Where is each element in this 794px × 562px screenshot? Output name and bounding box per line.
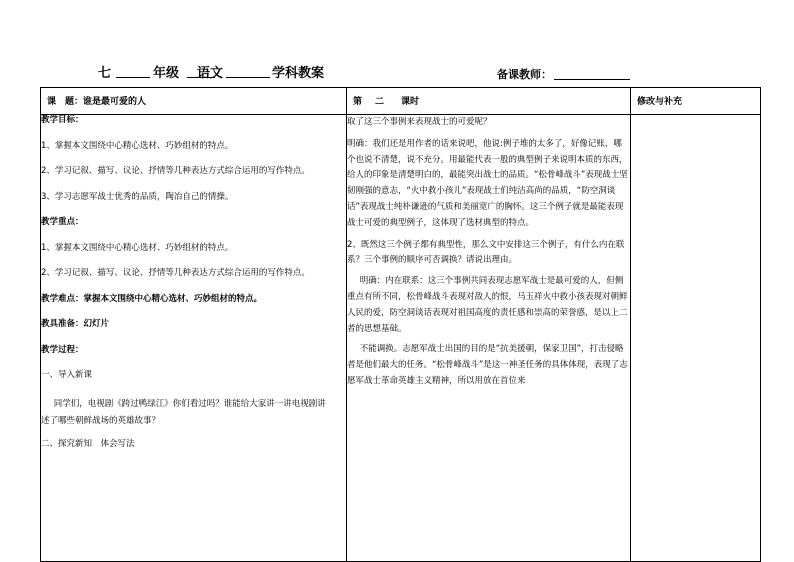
key-point-item: 1、掌握本文围绕中心精心选材、巧妙组材的特点。 <box>41 242 234 253</box>
document-header <box>0 62 794 84</box>
middle-column <box>347 115 631 562</box>
grade-number: 七 <box>98 66 112 81</box>
revise-label: 修改与补充 <box>637 97 683 107</box>
grade-label: 年级 <box>153 66 180 81</box>
process-title: 教学过程： <box>41 344 84 355</box>
intro-paragraph: 同学们，电视剧《跨过鸭绿江》你们看过吗？谁能给大家讲一讲电视剧讲述了哪些朝鲜战场的英雄故事？ <box>41 398 326 427</box>
step-heading: 一、导入新课 <box>41 370 93 380</box>
teacher-label: 备课教师： <box>497 68 552 81</box>
step-heading: 二、探究新知 体会写法 <box>41 439 135 450</box>
teaching-tools: 教具准备：幻灯片 <box>41 319 110 329</box>
lesson-number: 二 <box>375 97 385 107</box>
lesson-cell <box>347 88 631 115</box>
key-point-item: 2、学习记叙、描写、议论、抒情等几种表达方式综合运用的写作特点。 <box>41 268 310 278</box>
answer-paragraph: 明确：内在联系：这三个事例共同表现志愿军战士是最可爱的人，但侧重点有所不同，松骨峰战斗表现对敌人的恨，马玉祥火中救小孩表现对朝鲜人民的爱，防空洞谈话表现对祖国高度的责任感和崇高的荣誉感，是以上二者的思想基础。 <box>347 276 628 334</box>
lesson-suffix: 课时 <box>401 97 420 107</box>
difficulty: 教学难点：掌握本文围绕中心精心选材、巧妙组材的特点。 <box>41 293 263 304</box>
left-column <box>41 115 347 562</box>
subject: 语文 <box>197 66 224 81</box>
lesson-prefix: 第 <box>353 97 363 107</box>
continued-text: 取了这三个事例来表现战士的可爱呢？ <box>347 117 492 127</box>
table-header-row <box>41 88 761 115</box>
goal-item: 1、掌握本文围绕中心精心选材、巧妙组材的特点。 <box>41 140 234 151</box>
topic-label: 课 题： <box>47 97 84 107</box>
grade-underline <box>116 77 150 78</box>
subject-trailing-underline <box>226 77 270 78</box>
goal-item: 3、学习志愿军战士优秀的品质，陶冶自己的情操。 <box>41 191 234 202</box>
goals-title: 教学目标： <box>41 115 84 125</box>
answer-paragraph: 不能调换。志愿军战士出国的目的是“抗美援朝，保家卫国”，打击侵略者是他们最大的任务。“松骨峰战斗”是这一神圣任务的具体体现，表现了志愿军战士革命英雄主义精神，所以用放在首位来 <box>347 344 628 386</box>
lesson-plan-table <box>40 87 761 562</box>
teacher-name-field <box>554 79 630 80</box>
table-body-row <box>41 115 761 562</box>
topic-value: 谁是最可爱的人 <box>83 97 147 107</box>
key-points-title: 教学重点： <box>41 217 84 227</box>
revise-column <box>631 115 761 562</box>
answer-paragraph: 明确：我们还是用作者的话来说吧，他说:例子堆的太多了，好像记账，哪个也说不清楚，说不充分。用最能代表一般的典型例子来说明本质的东西，给人的印象是清楚明白的，最能突出战士的品质。“松骨峰战斗”表现战士坚韧刚强的意志，“火中救小孩儿”表现战士们纯洁高尚的品质，“防空洞谈话”表现战士纯朴谦逊的气质和美丽宽广的胸怀。这三个例子就是最能表现战士可爱的典型例子，这体现了选材典型的特点。 <box>347 138 628 228</box>
revise-cell <box>631 88 761 115</box>
topic-cell <box>41 88 347 115</box>
question-paragraph: 2、既然这三个例子都有典型性，那么文中安排这三个例子，有什么内在联系？三个事例的顺序可否调换？请说出理由。 <box>347 239 625 266</box>
document-title: 学科教案 <box>272 66 325 81</box>
goal-item: 2、学习记叙、描写、议论、抒情等几种表达方式综合运用的写作特点。 <box>41 166 310 176</box>
